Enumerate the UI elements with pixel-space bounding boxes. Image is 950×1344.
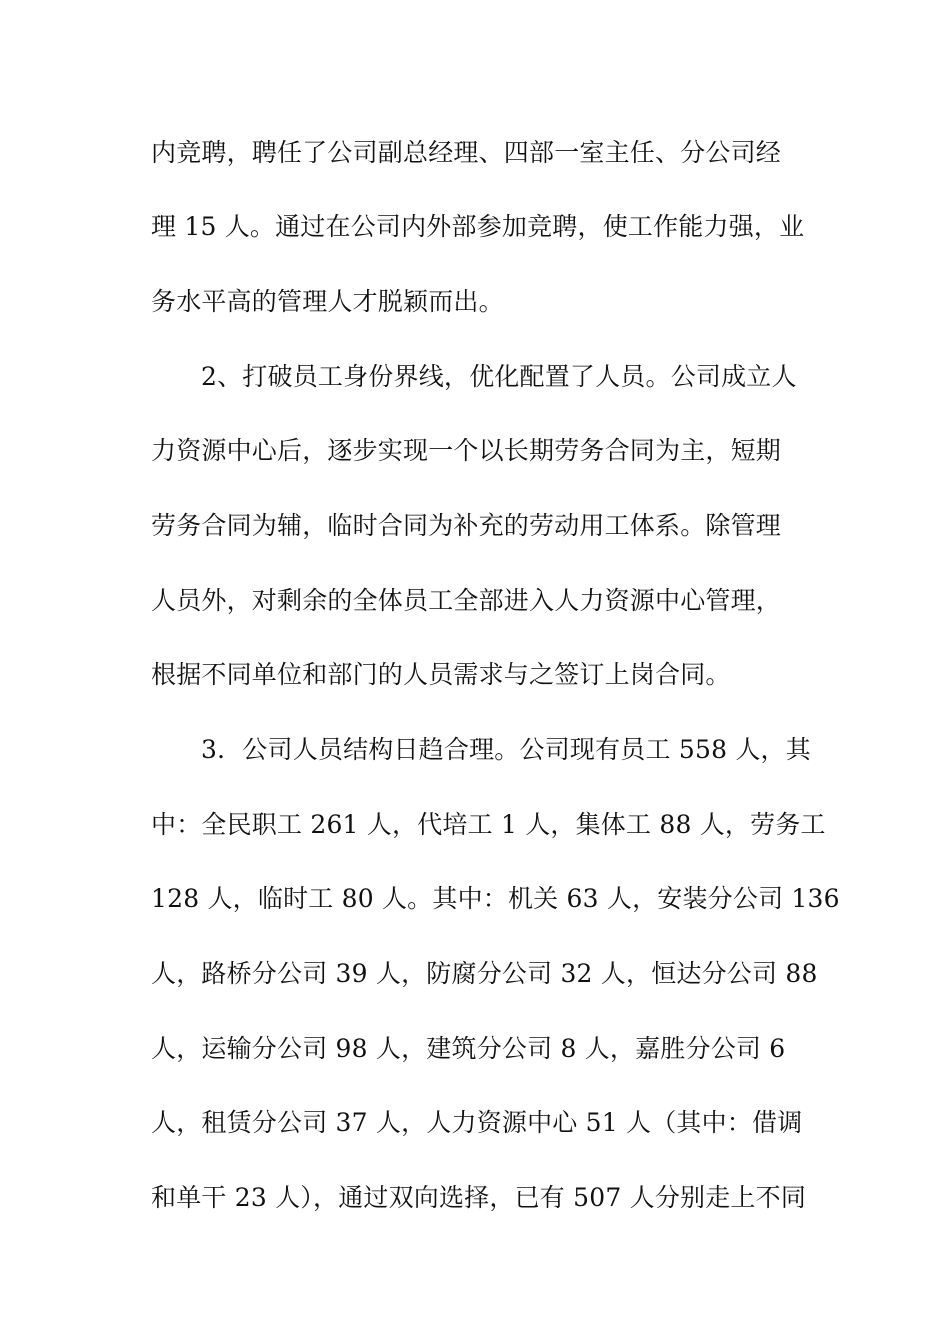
paragraph-start-line: 2、打破员工身份界线，优化配置了人员。公司成立人 (201, 362, 797, 391)
paragraph-start-line: 3．公司人员结构日趋合理。公司现有员工 558 人，其 (201, 735, 811, 764)
text-line: 人，运输分公司 98 人，建筑分公司 8 人，嘉胜分公司 6 (151, 1034, 786, 1063)
text-line: 根据不同单位和部门的人员需求与之签订上岗合同。 (151, 660, 731, 689)
text-line: 人，路桥分公司 39 人，防腐分公司 32 人，恒达分公司 88 (151, 959, 818, 988)
text-line: 理 15 人。通过在公司内外部参加竞聘，使工作能力强，业 (151, 212, 805, 241)
text-line: 力资源中心后，逐步实现一个以长期劳务合同为主，短期 (151, 436, 782, 465)
text-line: 内竞聘，聘任了公司副总经理、四部一室主任、分公司经 (151, 138, 782, 167)
text-line: 务水平高的管理人才脱颖而出。 (151, 287, 504, 316)
text-line: 劳务合同为辅，临时合同为补充的劳动用工体系。除管理 (151, 511, 782, 540)
text-line: 中：全民职工 261 人，代培工 1 人，集体工 88 人，劳务工 (151, 810, 826, 839)
text-line: 人员外，对剩余的全体员工全部进入人力资源中心管理， (151, 586, 782, 615)
text-line: 人，租赁分公司 37 人，人力资源中心 51 人（其中：借调 (151, 1108, 803, 1137)
text-line: 128 人，临时工 80 人。其中：机关 63 人，安装分公司 136 (151, 884, 840, 913)
text-line: 和单干 23 人），通过双向选择，已有 507 人分别走上不同 (151, 1183, 807, 1212)
